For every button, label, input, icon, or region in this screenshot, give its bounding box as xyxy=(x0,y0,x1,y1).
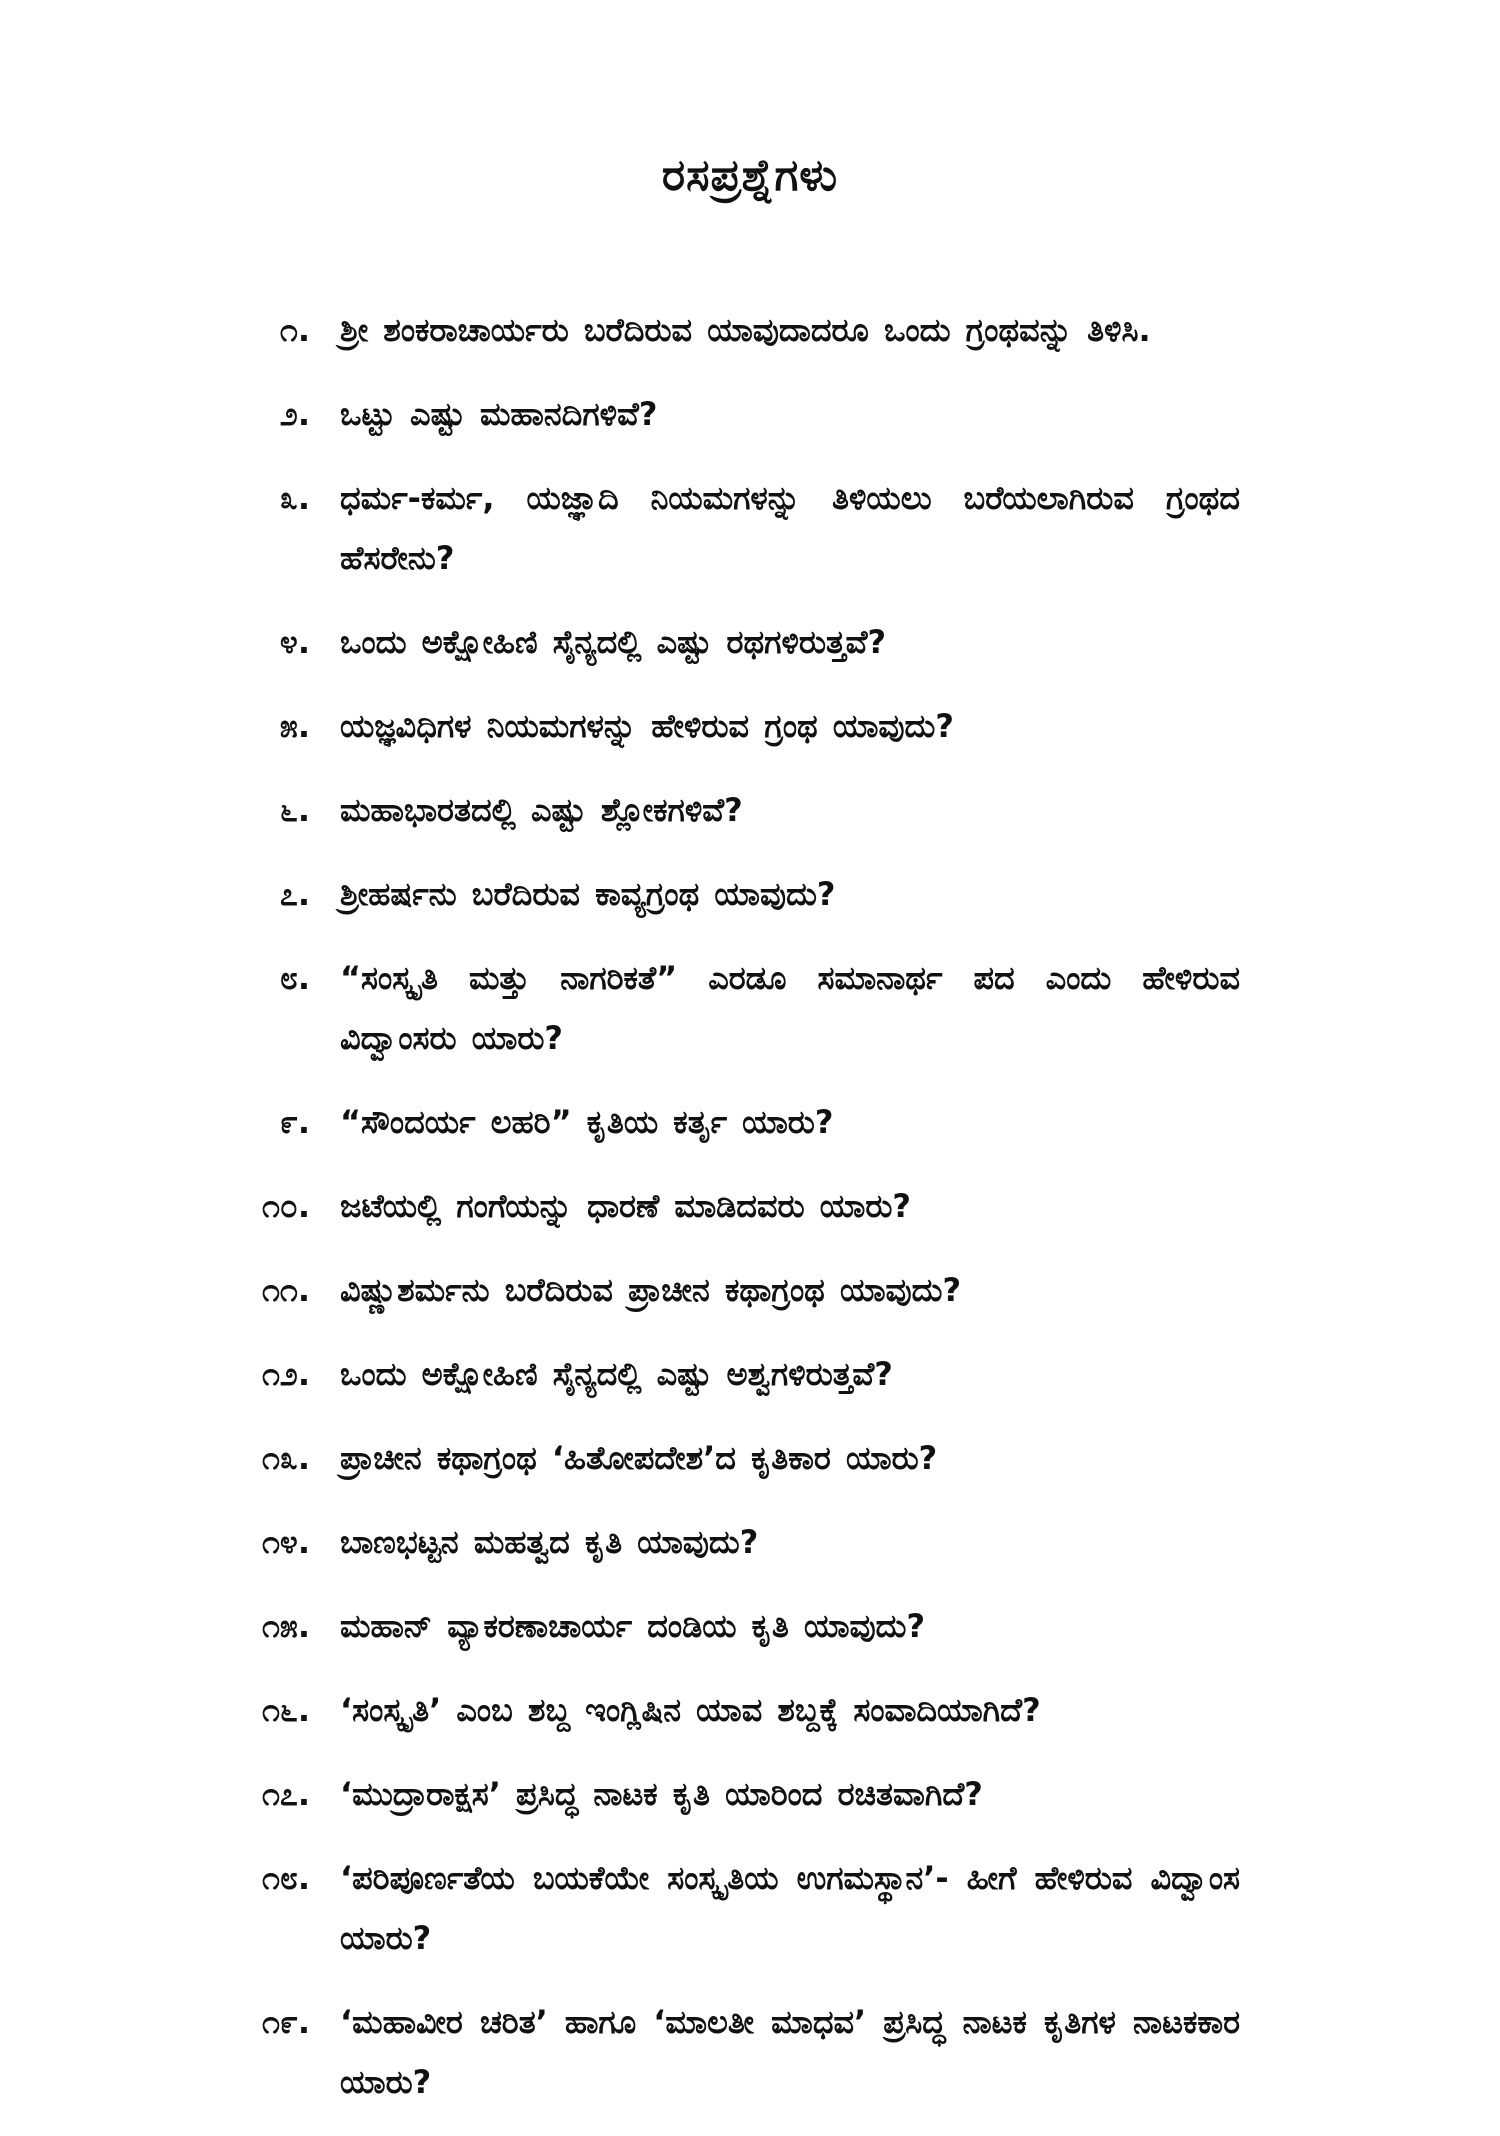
question-number: ೧. xyxy=(279,311,310,349)
question-text: ಒಂದು ಅಕ್ಷೋಹಿಣಿ ಸೈನ್ಯದಲ್ಲಿ ಎಷ್ಟು ರಥಗಳಿರುತ್ತವೆ? xyxy=(340,623,887,661)
question-item xyxy=(220,1092,1240,1152)
question-text: ಯಜ್ಞವಿಧಿಗಳ ನಿಯಮಗಳನ್ನು ಹೇಳಿರುವ ಗ್ರಂಥ ಯಾವುದು? xyxy=(340,707,954,745)
question-number: ೧೩. xyxy=(262,1439,310,1477)
question-item xyxy=(220,1176,1240,1236)
question-number: ೧೧. xyxy=(262,1271,310,1309)
question-item xyxy=(220,696,1240,756)
question-list xyxy=(220,300,1240,2136)
question-item xyxy=(220,864,1240,924)
question-number: ೧೬. xyxy=(262,1691,310,1729)
question-item xyxy=(220,384,1240,444)
question-item xyxy=(220,612,1240,672)
question-number: ೧೯. xyxy=(262,2003,310,2041)
question-text: ‘ಮುದ್ರಾರಾಕ್ಷಸ’ ಪ್ರಸಿದ್ಧ ನಾಟಕ ಕೃತಿ ಯಾರಿಂದ ರಚಿತವಾಗಿದೆ? xyxy=(340,1775,983,1813)
question-item xyxy=(220,1596,1240,1656)
question-item xyxy=(220,780,1240,840)
question-number: ೫. xyxy=(279,707,310,745)
question-text: ‘ಮಹಾವೀರ ಚರಿತ’ ಹಾಗೂ ‘ಮಾಲತೀ ಮಾಧವ’ ಪ್ರಸಿದ್ಧ ನಾಟಕ ಕೃತಿಗಳ ನಾಟಕಕಾರ ಯಾರು? xyxy=(340,2003,1240,2101)
question-text: ಬಾಣಭಟ್ಟನ ಮಹತ್ವದ ಕೃತಿ ಯಾವುದು? xyxy=(340,1523,759,1561)
question-text: ಧರ್ಮ-ಕರ್ಮ, ಯಜ್ಞಾದಿ ನಿಯಮಗಳನ್ನು ತಿಳಿಯಲು ಬರೆಯಲಾಗಿರುವ ಗ್ರಂಥದ ಹೆಸರೇನು? xyxy=(340,479,1240,577)
question-number: ೧೦. xyxy=(262,1187,310,1225)
question-number: ೧೭. xyxy=(262,1775,310,1813)
question-text: “ಸಂಸ್ಕೃತಿ ಮತ್ತು ನಾಗರಿಕತೆ” ಎರಡೂ ಸಮಾನಾರ್ಥ ಪದ ಎಂದು ಹೇಳಿರುವ ವಿದ್ವಾಂಸರು ಯಾರು? xyxy=(340,959,1240,1057)
question-item xyxy=(220,1764,1240,1824)
question-number: ೬. xyxy=(279,791,310,829)
question-number: ೮. xyxy=(279,959,310,997)
question-text: “ಸೌಂದರ್ಯ ಲಹರಿ” ಕೃತಿಯ ಕರ್ತೃ ಯಾರು? xyxy=(340,1103,834,1141)
question-text: ವಿಷ್ಣುಶರ್ಮನು ಬರೆದಿರುವ ಪ್ರಾಚೀನ ಕಥಾಗ್ರಂಥ ಯಾವುದು? xyxy=(340,1271,962,1309)
question-number: ೪. xyxy=(279,623,310,661)
question-text: ಒಟ್ಟು ಎಷ್ಟು ಮಹಾನದಿಗಳಿವೆ? xyxy=(340,395,658,433)
question-number: ೧೪. xyxy=(262,1523,310,1561)
question-item xyxy=(220,300,1240,360)
question-text: ‘ಸಂಸ್ಕೃತಿ’ ಎಂಬ ಶಬ್ದ ಇಂಗ್ಲಿಷಿನ ಯಾವ ಶಬ್ದಕ್ಕೆ ಸಂವಾದಿಯಾಗಿದೆ? xyxy=(340,1691,1041,1729)
question-item xyxy=(220,1992,1240,2112)
page-title: ರಸಪ್ರಶ್ನೆಗಳು xyxy=(661,150,839,201)
question-item xyxy=(220,468,1240,588)
question-number: ೯. xyxy=(279,1103,310,1141)
question-number: ೧೫. xyxy=(262,1607,310,1645)
question-text: ಶ್ರೀಹರ್ಷನು ಬರೆದಿರುವ ಕಾವ್ಯಗ್ರಂಥ ಯಾವುದು? xyxy=(340,875,836,913)
question-text: ‘ಪರಿಪೂರ್ಣತೆಯ ಬಯಕೆಯೇ ಸಂಸ್ಕೃತಿಯ ಉಗಮಸ್ಥಾನ’- ಹೀಗೆ ಹೇಳಿರುವ ವಿದ್ವಾಂಸ ಯಾರು? xyxy=(340,1859,1240,1957)
question-item xyxy=(220,948,1240,1068)
question-text: ಪ್ರಾಚೀನ ಕಥಾಗ್ರಂಥ ‘ಹಿತೋಪದೇಶ’ದ ಕೃತಿಕಾರ ಯಾರು? xyxy=(340,1439,938,1477)
question-text: ಮಹಾಭಾರತದಲ್ಲಿ ಎಷ್ಟು ಶ್ಲೋಕಗಳಿವೆ? xyxy=(340,791,743,829)
question-number: ೧೮. xyxy=(262,1859,310,1897)
question-text: ಮಹಾನ್ ವ್ಯಾಕರಣಾಚಾರ್ಯ ದಂಡಿಯ ಕೃತಿ ಯಾವುದು? xyxy=(340,1607,926,1645)
question-item xyxy=(220,1428,1240,1488)
question-text: ಶ್ರೀ ಶಂಕರಾಚಾರ್ಯರು ಬರೆದಿರುವ ಯಾವುದಾದರೂ ಒಂದು ಗ್ರಂಥವನ್ನು ತಿಳಿಸಿ. xyxy=(340,311,1151,349)
question-number: ೭. xyxy=(279,875,310,913)
question-item xyxy=(220,1680,1240,1740)
question-text: ಜಟೆಯಲ್ಲಿ ಗಂಗೆಯನ್ನು ಧಾರಣೆ ಮಾಡಿದವರು ಯಾರು? xyxy=(340,1187,911,1225)
question-text: ಒಂದು ಅಕ್ಷೋಹಿಣಿ ಸೈನ್ಯದಲ್ಲಿ ಎಷ್ಟು ಅಶ್ವಗಳಿರುತ್ತವೆ? xyxy=(340,1355,893,1393)
question-item xyxy=(220,1344,1240,1404)
question-number: ೧೨. xyxy=(262,1355,310,1393)
question-number: ೨. xyxy=(279,395,310,433)
question-number: ೩. xyxy=(279,479,310,517)
question-item xyxy=(220,1260,1240,1320)
question-item xyxy=(220,1848,1240,1968)
question-item xyxy=(220,1512,1240,1572)
